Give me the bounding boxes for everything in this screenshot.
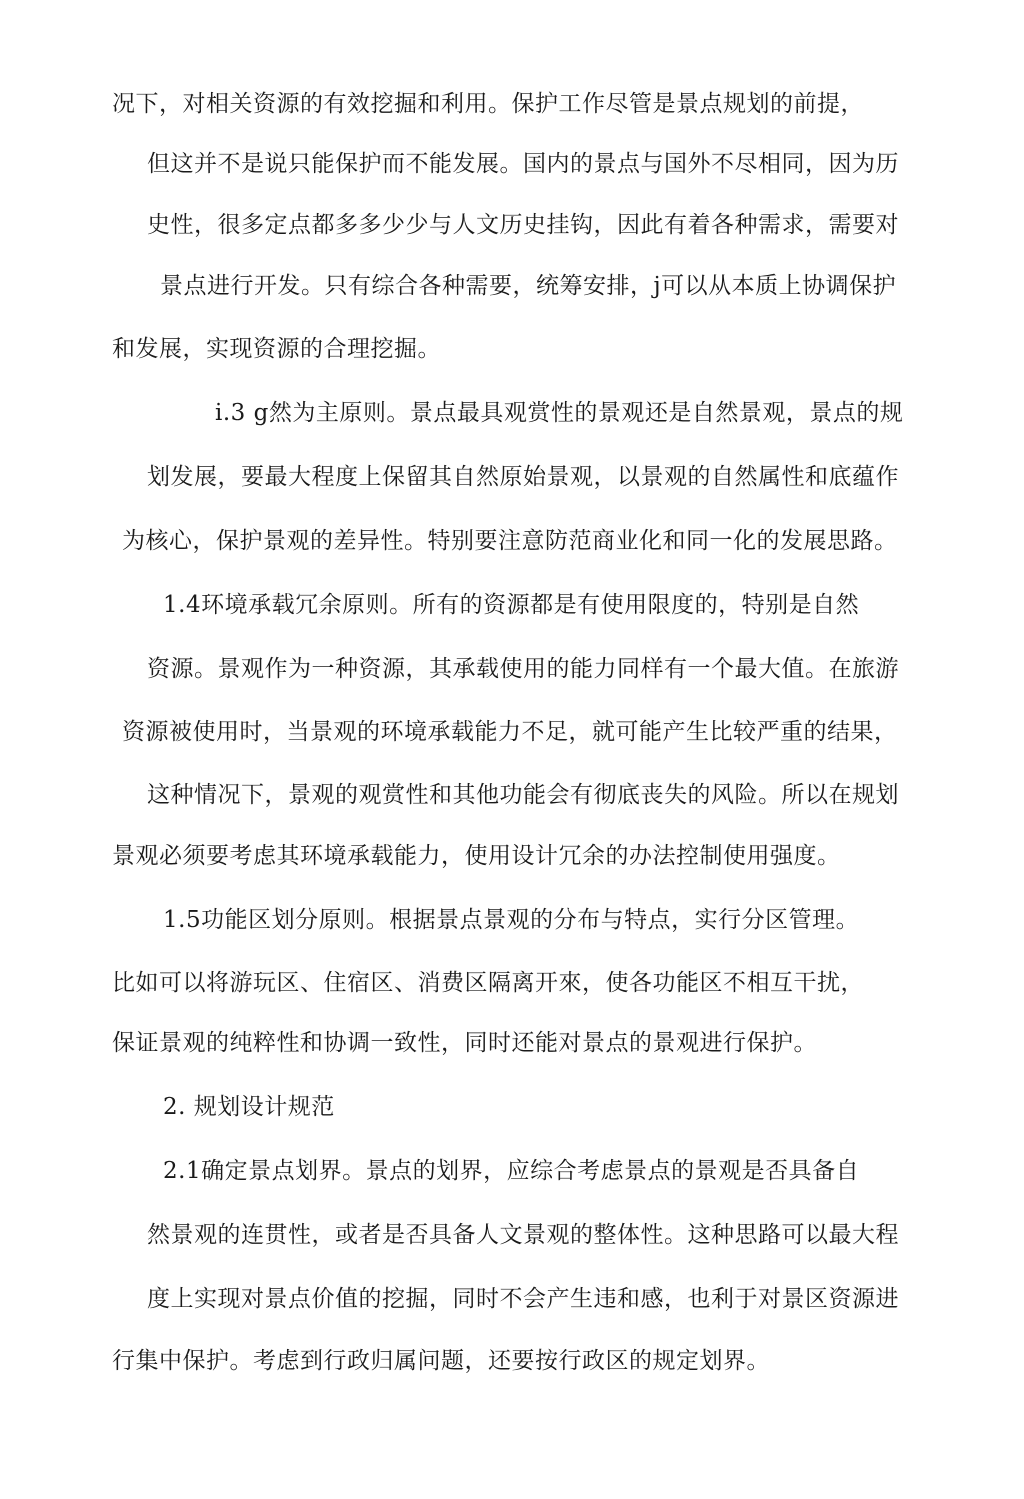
- paragraph-line: 度上实现对景点价值的挖掘，同时不会产生违和感，也利于对景区资源进: [147, 1286, 899, 1312]
- paragraph-line: 况下，对相关资源的有效挖掘和利用。保护工作尽管是景点规划的前提，: [112, 91, 864, 117]
- paragraph-line: 划发展，要最大程度上保留其自然原始景观，以景观的自然属性和底蕴作: [147, 464, 899, 490]
- paragraph-line: 资源被使用时，当景观的环境承载能力不足，就可能产生比较严重的结果，: [122, 719, 898, 745]
- paragraph-line: 1.4环境承载冗余原则。所有的资源都是有使用限度的，特别是自然: [163, 592, 860, 618]
- paragraph-line: 景点进行开发。只有综合各种需要，统筹安排，j可以从本质上协调保护: [160, 273, 897, 299]
- paragraph-line: 然景观的连贯性，或者是否具备人文景观的整体性。这种思路可以最大程: [147, 1222, 899, 1248]
- paragraph-line: 2.1确定景点划界。景点的划界，应综合考虑景点的景观是否具备自: [163, 1158, 860, 1184]
- paragraph-line: 为核心，保护景观的差异性。特别要注意防范商业化和同一化的发展思路。: [122, 528, 898, 554]
- paragraph-line: 保证景观的纯粹性和协调一致性，同时还能对景点的景观进行保护。: [112, 1030, 817, 1056]
- paragraph-line: 资源。景观作为一种资源，其承载使用的能力同样有一个最大值。在旅游: [147, 656, 899, 682]
- paragraph-line: 1.5功能区划分原则。根据景点景观的分布与特点，实行分区管理。: [163, 907, 860, 933]
- paragraph-line: 这种情况下，景观的观赏性和其他功能会有彻底丧失的风险。所以在规划: [147, 782, 899, 808]
- paragraph-line: i.3 g然为主原则。景点最具观赏性的景观还是自然景观，景点的规: [215, 400, 904, 426]
- paragraph-line: 和发展，实现资源的合理挖掘。: [112, 336, 441, 362]
- paragraph-line: 比如可以将游玩区、住宿区、消费区隔离开來，使各功能区不相互干扰，: [112, 970, 864, 996]
- paragraph-line: 景观必须要考虑其环境承载能力，使用设计冗余的办法控制使用强度。: [112, 843, 841, 869]
- section-heading: 2. 规划设计规范: [163, 1094, 335, 1120]
- paragraph-line: 史性，很多定点都多多少少与人文历史挂钩，因此有着各种需求，需要对: [147, 212, 899, 238]
- paragraph-line: 但这并不是说只能保护而不能发展。国内的景点与国外不尽相同，因为历: [147, 151, 899, 177]
- paragraph-line: 行集中保护。考虑到行政归属问题，还要按行政区的规定划界。: [112, 1348, 770, 1374]
